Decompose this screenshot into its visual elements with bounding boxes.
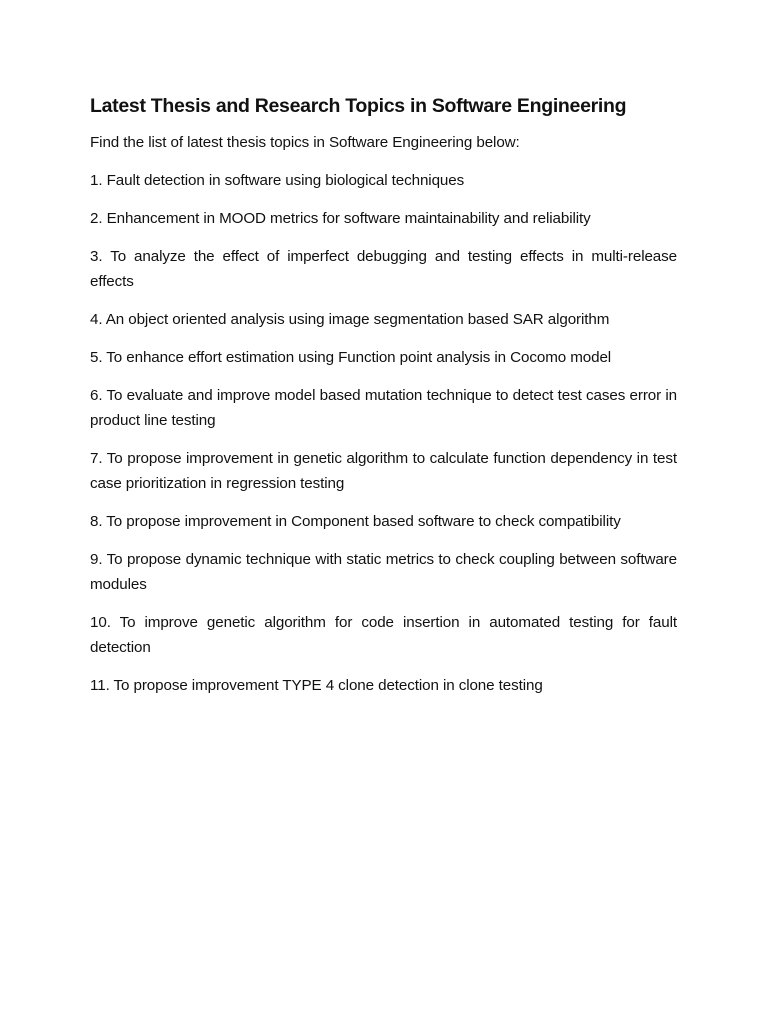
topic-item: 4. An object oriented analysis using image segmentation based SAR algorithm [90, 311, 610, 328]
topic-item: 9. To propose dynamic technique with static metrics to check coupling between software modules [90, 551, 677, 593]
topic-item: 2. Enhancement in MOOD metrics for software maintainability and reliability [90, 210, 591, 227]
topic-item: 10. To improve genetic algorithm for code insertion in automated testing for fault detection [90, 614, 677, 656]
document-title: Latest Thesis and Research Topics in Software Engineering [90, 95, 627, 117]
intro-paragraph: Find the list of latest thesis topics in Software Engineering below: [90, 134, 520, 151]
topic-item: 5. To enhance effort estimation using Function point analysis in Cocomo model [90, 349, 612, 366]
topic-item: 11. To propose improvement TYPE 4 clone detection in clone testing [90, 677, 543, 694]
topic-item: 8. To propose improvement in Component based software to check compatibility [90, 513, 621, 530]
topic-item: 6. To evaluate and improve model based mutation technique to detect test cases error in product line testing [90, 387, 677, 429]
topic-item: 3. To analyze the effect of imperfect debugging and testing effects in multi-release effects [90, 248, 677, 290]
topic-item: 7. To propose improvement in genetic algorithm to calculate function dependency in test case prioritization in regression testing [90, 450, 677, 492]
topic-item: 1. Fault detection in software using biological techniques [90, 172, 465, 189]
